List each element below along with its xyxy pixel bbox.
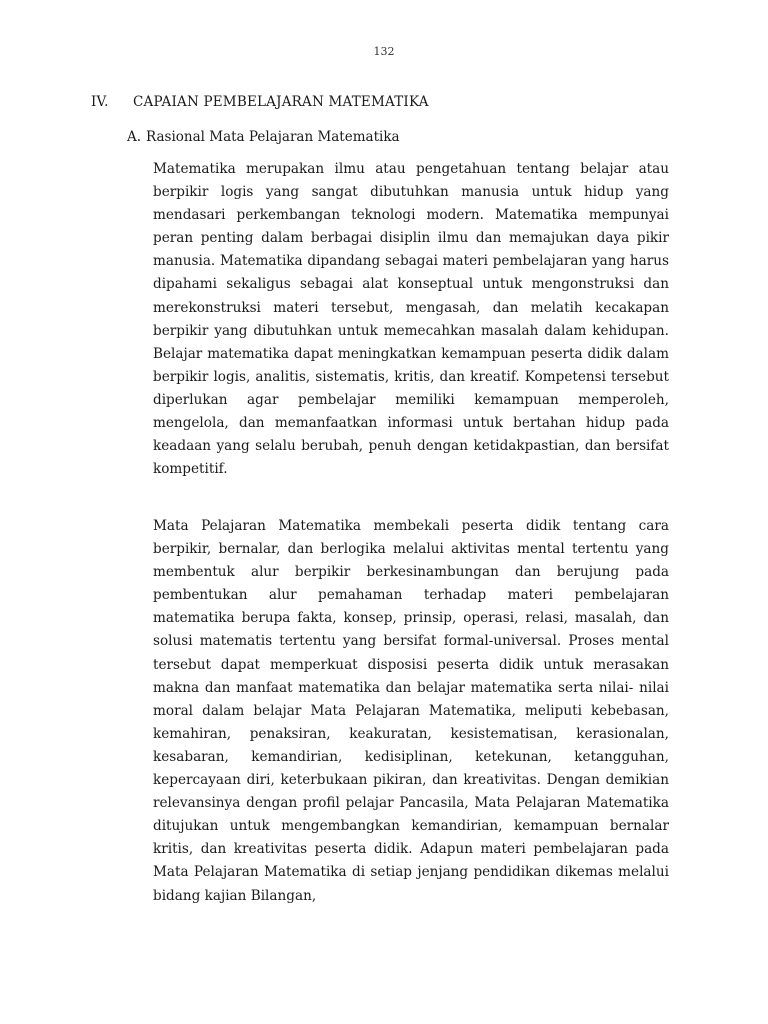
section-heading [91, 94, 429, 110]
section-number: IV. [91, 94, 109, 110]
subsection-title: Rasional Mata Pelajaran Matematika [146, 129, 400, 145]
body-paragraph-1: Matematika merupakan ilmu atau pengetahuan tentang belajar atau berpikir logis yang sangat dibutuhkan manusia untuk hidup yang mendasari perkembangan teknologi modern. Matematika mempunyai peran penting dalam berbagai disiplin ilmu dan memajukan daya pikir manusia. Matematika dipandang sebagai materi pembelajaran yang harus dipahami sekaligus sebagai alat konseptual untuk mengonstruksi dan merekonstruksi materi tersebut, mengasah, dan melatih kecakapan berpikir yang dibutuhkan untuk memecahkan masalah dalam kehidupan. Belajar matematika dapat meningkatkan kemampuan peserta didik dalam berpikir logis, analitis, sistematis, kritis, dan kreatif. Kompetensi tersebut diperlukan agar pembelajar memiliki kemampuan memperoleh, mengelola, dan memanfaatkan informasi untuk bertahan hidup pada keadaan yang selalu berubah, penuh dengan ketidakpastian, dan bersifat kompetitif. [153, 161, 669, 478]
body-paragraph-2: Mata Pelajaran Matematika membekali peserta didik tentang cara berpikir, bernalar, dan berlogika melalui aktivitas mental tertentu yang membentuk alur berpikir berkesinambungan dan berujung pada pembentukan alur pemahaman terhadap materi pembelajaran matematika berupa fakta, konsep, prinsip, operasi, relasi, masalah, dan solusi matematis tertentu yang bersifat formal-universal. Proses mental tersebut dapat memperkuat disposisi peserta didik untuk merasakan makna dan manfaat matematika dan belajar matematika serta nilai- nilai moral dalam belajar Mata Pelajaran Matematika, meliputi kebebasan, kemahiran, penaksiran, keakuratan, kesistematisan, kerasionalan, kesabaran, kemandirian, kedisiplinan, ketekunan, ketangguhan, kepercayaan diri, keterbukaan pikiran, dan kreativitas. Dengan demikian relevansinya dengan profil pelajar Pancasila, Mata Pelajaran Matematika ditujukan untuk mengembangkan kemandirian, kemampuan bernalar kritis, dan kreativitas peserta didik. Adapun materi pembelajaran pada Mata Pelajaran Matematika di setiap jenjang pendidikan dikemas melalui bidang kajian Bilangan, [153, 518, 669, 904]
section-title: CAPAIAN PEMBELAJARAN MATEMATIKA [133, 94, 429, 110]
subsection-letter: A. [127, 129, 142, 145]
subsection-heading [127, 129, 400, 145]
page-number: 132 [373, 45, 395, 58]
